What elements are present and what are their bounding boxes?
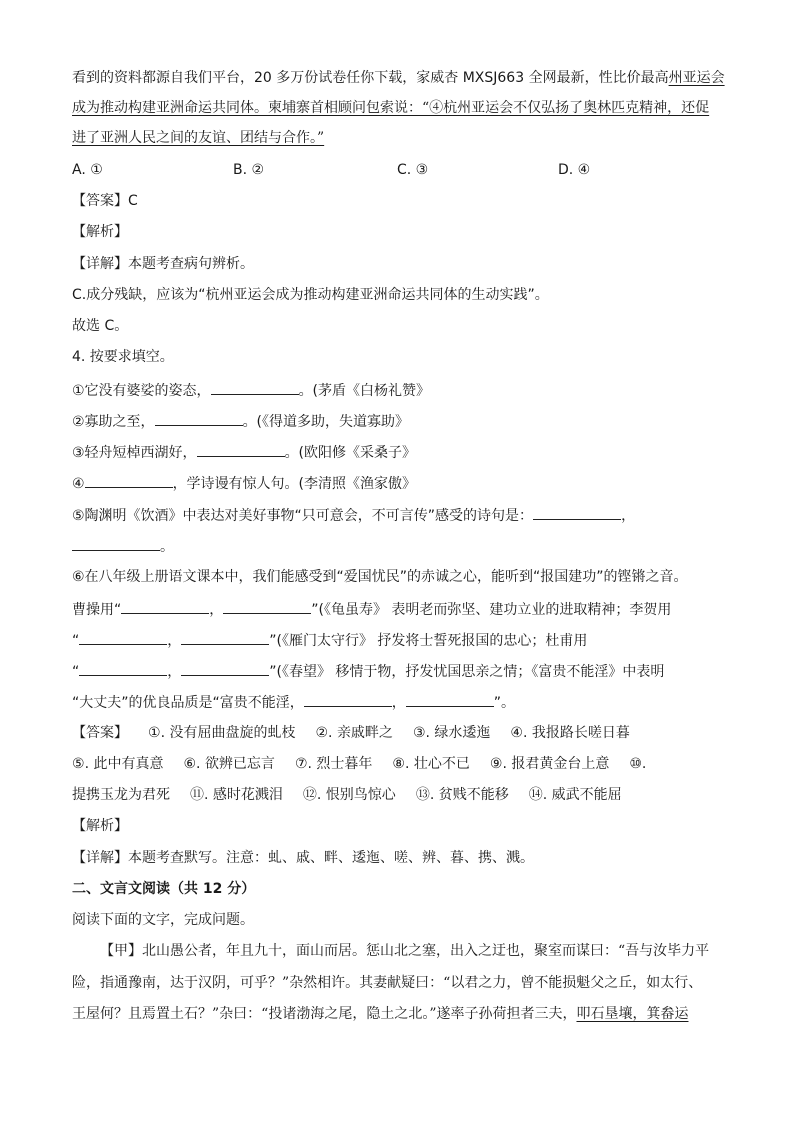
q4-analysis-label: 【解析】 bbox=[72, 818, 128, 834]
passage-line-2: 险，指通豫南，达于汉阴，可乎？”杂然相许。其妻献疑曰：“以君之力，曾不能损魁父之丘，如太行、 bbox=[72, 975, 703, 991]
answer-item: ⑭. 威武不能屈 bbox=[528, 787, 622, 803]
passage-line-1: 【甲】北山愚公者，年且九十，面山而居。惩山北之塞，出入之迂也，聚室而谋曰：“吾与汝毕力平 bbox=[100, 943, 710, 959]
q3-options bbox=[72, 160, 732, 180]
answer-item: ⑫. 恨别鸟惊心 bbox=[302, 787, 396, 803]
q3-analysis-label: 【解析】 bbox=[72, 224, 128, 240]
answer-blank[interactable] bbox=[79, 629, 167, 645]
answer-blank[interactable] bbox=[181, 629, 269, 645]
answer-blank[interactable] bbox=[72, 535, 160, 551]
answer-item: ⑧. 壮心不已 bbox=[392, 756, 470, 772]
answer-blank[interactable] bbox=[533, 504, 621, 520]
answer-label: 【答案】 bbox=[72, 725, 128, 741]
answer-blank[interactable] bbox=[85, 472, 173, 488]
answer-item: ⑤. 此中有真意 bbox=[72, 756, 164, 772]
option-a: A. ① bbox=[72, 162, 103, 178]
q4-item-4: ④ ，学诗谩有惊人句。(李清照《渔家傲》 bbox=[72, 472, 732, 494]
answer-blank[interactable] bbox=[223, 598, 311, 614]
answer-item: ②. 亲戚畔之 bbox=[315, 725, 393, 741]
q4-item-5: ⑤陶渊明《饮酒》中表达对美好事物“只可意会，不可言传”感受的诗句是： ， bbox=[72, 504, 732, 526]
answer-item: ⑬. 贫贱不能移 bbox=[415, 787, 509, 803]
q4-item-6-c: “ ， ”(《春望》 移情于物，抒发忧国思亲之情；《富贵不能淫》中表明 bbox=[72, 660, 732, 682]
q4-item-5-cont: 。 bbox=[72, 535, 732, 557]
q4-answer-line-2 bbox=[72, 754, 732, 774]
option-c: C. ③ bbox=[397, 162, 429, 178]
q3-detail: 【详解】本题考查病句辨析。 bbox=[72, 256, 254, 272]
answer-item: ④. 我报路长嗟日暮 bbox=[510, 725, 630, 741]
q4-item-3: ③轻舟短棹西湖好， 。(欧阳修《采桑子》 bbox=[72, 441, 732, 463]
option-d: D. ④ bbox=[558, 162, 591, 178]
option-b: B. ② bbox=[233, 162, 265, 178]
answer-blank[interactable] bbox=[155, 410, 243, 426]
section-instruction: 阅读下面的文字，完成问题。 bbox=[72, 912, 254, 928]
answer-item: ⑦. 烈士暮年 bbox=[294, 756, 373, 772]
answer-blank[interactable] bbox=[197, 441, 285, 457]
q4-item-6-b: “ ， ”(《雁门太守行》 抒发将士誓死报国的忠心；杜甫用 bbox=[72, 629, 732, 651]
q4-answer-line-3 bbox=[72, 785, 732, 805]
answer-item: ⑪. 感时花溅泪 bbox=[190, 787, 283, 803]
q4-item-6-a: 曹操用“ ， ”(《龟虽寿》 表明老而弥坚、建功立业的进取精神；李贺用 bbox=[72, 598, 732, 620]
q4-title: 4. 按要求填空。 bbox=[72, 349, 174, 365]
q3-answer: 【答案】C bbox=[72, 193, 138, 209]
section-title: 二、文言文阅读（共 12 分） bbox=[72, 881, 256, 897]
q3-text-line-1: 看到的资料都源自我们平台，20 多万份试卷任你下载，家威杏 MXSJ663 全网最新，性比价最高州亚运会 bbox=[72, 70, 725, 86]
answer-blank[interactable] bbox=[181, 660, 269, 676]
q4-answer-line-1 bbox=[72, 723, 732, 743]
q3-explanation: C.成分残缺，应该为“杭州亚运会成为推动构建亚洲命运共同体的生动实践”。 bbox=[72, 287, 549, 303]
answer-blank[interactable] bbox=[406, 691, 494, 707]
q4-item-1: ①它没有婆娑的姿态， 。(茅盾《白杨礼赞》 bbox=[72, 379, 732, 401]
answer-item: ⑥. 欲辨已忘言 bbox=[183, 756, 275, 772]
answer-item: ⑩. bbox=[629, 756, 647, 772]
answer-blank[interactable] bbox=[79, 660, 167, 676]
q4-detail: 【详解】本题考查默写。注意：虬、戚、畔、逶迤、嗟、辨、暮、携、溅。 bbox=[72, 850, 534, 866]
q3-text-line-2: 成为推动构建亚洲命运共同体。柬埔寨首相顾问包索说：“④杭州亚运会不仅弘扬了奥林匹克精神，还促 bbox=[72, 100, 710, 116]
q4-item-2: ②寡助之至， 。(《得道多助，失道寡助》 bbox=[72, 410, 732, 432]
q4-item-6-d: “大丈夫”的优良品质是“富贵不能淫， ， ”。 bbox=[72, 691, 732, 713]
answer-item: ①. 没有屈曲盘旋的虬枝 bbox=[148, 725, 296, 741]
answer-item: ③. 绿水逶迤 bbox=[412, 725, 491, 741]
q3-conclusion: 故选 C。 bbox=[72, 318, 129, 334]
answer-item: ⑨. 报君黄金台上意 bbox=[489, 756, 610, 772]
answer-item-text: 提携玉龙为君死 bbox=[72, 787, 170, 803]
passage-line-3: 王屋何？且焉置土石？”杂曰：“投诸渤海之尾，隐土之北。”遂率子孙荷担者三夫，叩石垦壤，箕畚运 bbox=[72, 1006, 689, 1022]
answer-blank[interactable] bbox=[211, 379, 299, 395]
answer-blank[interactable] bbox=[121, 598, 209, 614]
q3-text-line-3: 进了亚洲人民之间的友谊、团结与合作。” bbox=[72, 130, 325, 146]
q4-item-6-intro: ⑥在八年级上册语文课本中，我们能感受到“爱国忧民”的赤诚之心，能听到“报国建功”的铿锵之音。 bbox=[72, 569, 688, 585]
answer-blank[interactable] bbox=[304, 691, 392, 707]
